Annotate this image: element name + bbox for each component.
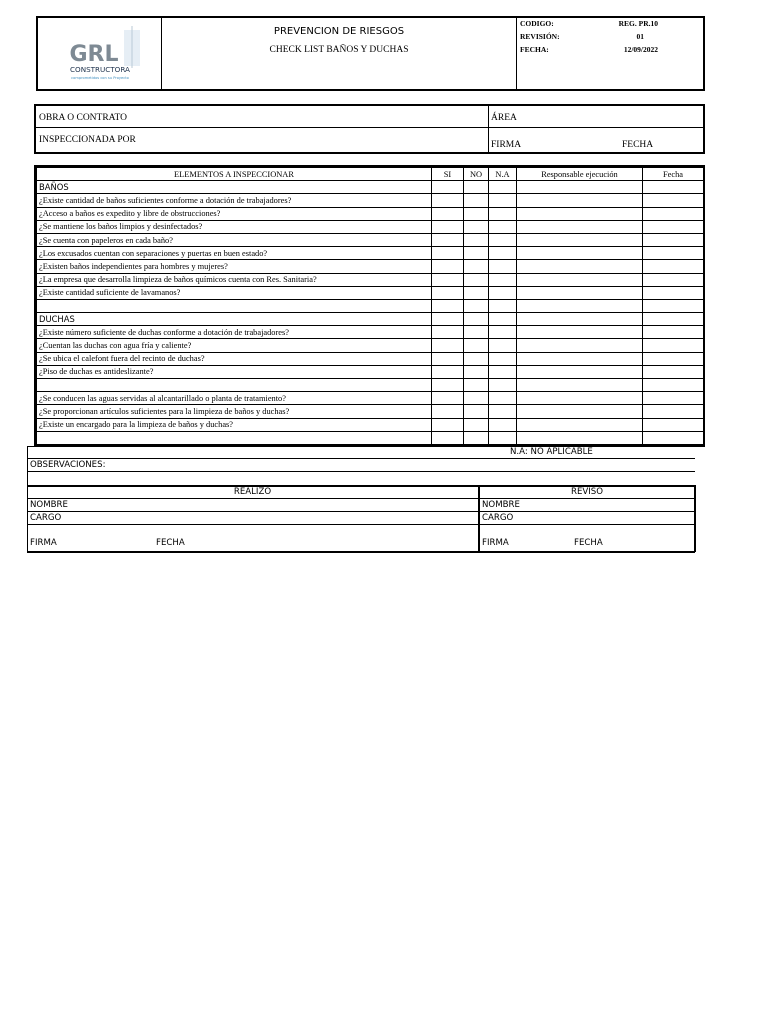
check-cell[interactable] [643,379,704,392]
table-row [37,392,704,405]
check-cell[interactable] [489,392,517,405]
check-cell[interactable] [643,365,704,378]
meta-cell [517,18,703,89]
meta-value: REG. PR.10 [618,19,658,28]
check-cell[interactable] [464,365,489,378]
inspection-item: ¿Se mantiene los baños limpios y desinfectados? [37,220,432,233]
section-row [37,181,704,194]
inspection-item: ¿Cuentan las duchas con agua fría y caliente? [37,339,432,352]
check-cell[interactable] [643,207,704,220]
table-row [37,339,704,352]
observaciones-label: OBSERVACIONES: [30,460,106,470]
check-cell[interactable] [489,352,517,365]
table-row [37,286,704,299]
table-row [37,418,704,431]
column-header: N.A [489,168,517,181]
check-cell[interactable] [432,352,464,365]
check-cell[interactable] [432,326,464,339]
check-cell[interactable] [643,260,704,273]
check-cell[interactable] [517,286,643,299]
column-header: Responsable ejecución [517,168,643,181]
firma-label: FIRMA [491,140,522,150]
document-title-line1: PREVENCION DE RIESGOS [273,26,405,37]
check-cell[interactable] [517,326,643,339]
table-row [37,273,704,286]
logo-subtitle: CONSTRUCTORA [70,65,130,74]
check-cell[interactable] [517,365,643,378]
check-cell[interactable] [464,326,489,339]
check-cell[interactable] [489,365,517,378]
check-cell[interactable] [643,299,704,312]
check-cell[interactable] [489,299,517,312]
check-cell[interactable] [643,286,704,299]
check-cell[interactable] [643,392,704,405]
check-cell[interactable] [517,181,643,194]
checklist-table [34,165,705,446]
table-row [37,379,704,392]
document-title-line2: CHECK LIST BAÑOS Y DUCHAS [269,45,409,55]
check-cell[interactable] [489,431,517,444]
check-cell[interactable] [643,431,704,444]
column-header: NO [464,168,489,181]
check-cell[interactable] [489,339,517,352]
check-cell[interactable] [517,247,643,260]
table-row [37,260,704,273]
inspection-item: ¿Se cuenta con papeleros en cada baño? [37,233,432,246]
check-cell[interactable] [489,233,517,246]
meta-label: FECHA: [520,45,549,54]
table-row [37,207,704,220]
check-cell[interactable] [489,313,517,326]
check-cell[interactable] [643,313,704,326]
check-cell[interactable] [432,207,464,220]
check-cell[interactable] [464,379,489,392]
realizo-nombre-label: NOMBRE [30,500,68,510]
check-cell[interactable] [489,247,517,260]
realizo-cargo-label: CARGO [30,513,62,523]
column-header: ELEMENTOS A INSPECCIONAR [37,168,432,181]
meta-label: CODIGO: [520,19,554,28]
check-cell[interactable] [432,379,464,392]
check-cell[interactable] [464,299,489,312]
check-cell[interactable] [464,405,489,418]
obra-section [34,104,705,154]
realizo-firma-label: FIRMA [30,538,57,548]
check-cell[interactable] [464,181,489,194]
table-row [37,431,704,444]
check-cell[interactable] [432,194,464,207]
section-row [37,313,704,326]
na-note: N.A: NO APLICABLE [510,447,593,457]
reviso-firma-label: FIRMA [482,538,509,548]
table-body [37,181,704,445]
check-cell[interactable] [643,405,704,418]
table-row [37,405,704,418]
check-cell[interactable] [489,181,517,194]
check-cell[interactable] [464,431,489,444]
column-header: Fecha [643,168,704,181]
table-row [37,326,704,339]
check-cell[interactable] [517,392,643,405]
inspeccionada-por-label: INSPECCIONADA POR [39,135,136,145]
table-row [37,194,704,207]
check-cell[interactable] [489,207,517,220]
company-logo [38,18,160,88]
inspection-item: ¿Los excusados cuentan con separaciones y puertas en buen estado? [37,247,432,260]
realizo-fecha-label: FECHA [156,538,185,548]
check-cell[interactable] [643,194,704,207]
check-cell[interactable] [517,273,643,286]
check-cell[interactable] [464,260,489,273]
fecha-label: FECHA [622,140,654,150]
inspection-item: ¿Existen baños independientes para hombres y mujeres? [37,260,432,273]
meta-revision [520,32,700,45]
check-cell[interactable] [489,405,517,418]
check-cell[interactable] [517,233,643,246]
table-row [37,299,704,312]
check-cell[interactable] [517,313,643,326]
check-cell[interactable] [432,299,464,312]
check-cell[interactable] [517,405,643,418]
inspection-item: ¿Se conducen las aguas servidas al alcantarillado o planta de tratamiento? [37,392,432,405]
check-cell[interactable] [489,220,517,233]
check-cell[interactable] [489,260,517,273]
check-cell[interactable] [464,418,489,431]
check-cell[interactable] [643,233,704,246]
check-cell[interactable] [517,299,643,312]
check-cell[interactable] [464,339,489,352]
check-cell[interactable] [432,233,464,246]
check-cell[interactable] [643,326,704,339]
section-title: BAÑOS [37,181,432,194]
check-cell[interactable] [489,194,517,207]
reviso-nombre-label: NOMBRE [482,500,520,510]
check-cell[interactable] [432,431,464,444]
table-row [37,365,704,378]
table-row [37,233,704,246]
reviso-title: REVISO [570,487,604,497]
check-cell[interactable] [432,260,464,273]
table-row [37,247,704,260]
check-cell[interactable] [432,273,464,286]
reviso-fecha-label: FECHA [574,538,603,548]
area-label: ÁREA [491,113,517,123]
check-cell[interactable] [643,181,704,194]
check-cell[interactable] [517,418,643,431]
check-cell[interactable] [517,194,643,207]
obra-contrato-label: OBRA O CONTRATO [39,113,127,123]
check-cell[interactable] [432,181,464,194]
document-header [36,16,705,91]
table-row [37,352,704,365]
check-cell[interactable] [643,247,704,260]
check-cell[interactable] [489,273,517,286]
check-cell[interactable] [464,194,489,207]
inspection-item: ¿Existe un encargado para la limpieza de baños y duchas? [37,418,432,431]
meta-codigo [520,19,700,32]
check-cell[interactable] [489,379,517,392]
check-cell[interactable] [517,207,643,220]
section-title: DUCHAS [37,313,432,326]
check-cell[interactable] [517,339,643,352]
inspection-item: ¿Existe número suficiente de duchas conforme a dotación de trabajadores? [37,326,432,339]
check-cell[interactable] [464,313,489,326]
check-cell[interactable] [643,418,704,431]
check-cell[interactable] [432,313,464,326]
check-cell[interactable] [464,207,489,220]
meta-value: 12/09/2022 [623,45,658,54]
check-cell[interactable] [517,260,643,273]
logo-text: GRL [69,42,119,67]
check-cell[interactable] [489,326,517,339]
check-cell[interactable] [489,286,517,299]
check-cell[interactable] [432,247,464,260]
check-cell[interactable] [489,418,517,431]
check-cell[interactable] [517,431,643,444]
check-cell[interactable] [517,379,643,392]
logo-cell [38,18,162,89]
check-cell[interactable] [432,392,464,405]
check-cell[interactable] [464,233,489,246]
logo-tagline: comprometidos con su Proyecto [71,76,129,80]
check-cell[interactable] [464,273,489,286]
table-header-row [37,168,704,181]
meta-label: REVISIÓN: [520,32,560,41]
check-cell[interactable] [464,352,489,365]
inspection-item: ¿Se ubica el calefont fuera del recinto de duchas? [37,352,432,365]
check-cell[interactable] [517,220,643,233]
reviso-cargo-label: CARGO [482,513,514,523]
inspection-item [37,431,432,444]
check-cell[interactable] [464,286,489,299]
title-cell [162,18,517,89]
check-cell[interactable] [643,352,704,365]
check-cell[interactable] [432,418,464,431]
meta-fecha [520,45,700,58]
check-cell[interactable] [643,220,704,233]
inspection-item: ¿Existe cantidad suficiente de lavamanos? [37,286,432,299]
column-header: SI [432,168,464,181]
inspection-item: ¿Acceso a baños es expedito y libre de obstrucciones? [37,207,432,220]
check-cell[interactable] [432,339,464,352]
inspection-item [37,379,432,392]
inspection-item: ¿Existe cantidad de baños suficientes conforme a dotación de trabajadores? [37,194,432,207]
check-cell[interactable] [643,273,704,286]
check-cell[interactable] [643,339,704,352]
inspection-item: ¿La empresa que desarrolla limpieza de baños químicos cuenta con Res. Sanitaria? [37,273,432,286]
table-row [37,220,704,233]
check-cell[interactable] [517,352,643,365]
check-cell[interactable] [432,220,464,233]
meta-value: 01 [636,32,644,41]
inspection-item [37,299,432,312]
check-cell[interactable] [432,365,464,378]
realizo-title: REALIZO [233,487,272,497]
inspection-item: ¿Se proporcionan artículos suficientes para la limpieza de baños y duchas? [37,405,432,418]
check-cell[interactable] [432,405,464,418]
check-cell[interactable] [464,220,489,233]
check-cell[interactable] [464,392,489,405]
inspection-item: ¿Piso de duchas es antideslizante? [37,365,432,378]
check-cell[interactable] [464,247,489,260]
check-cell[interactable] [432,286,464,299]
